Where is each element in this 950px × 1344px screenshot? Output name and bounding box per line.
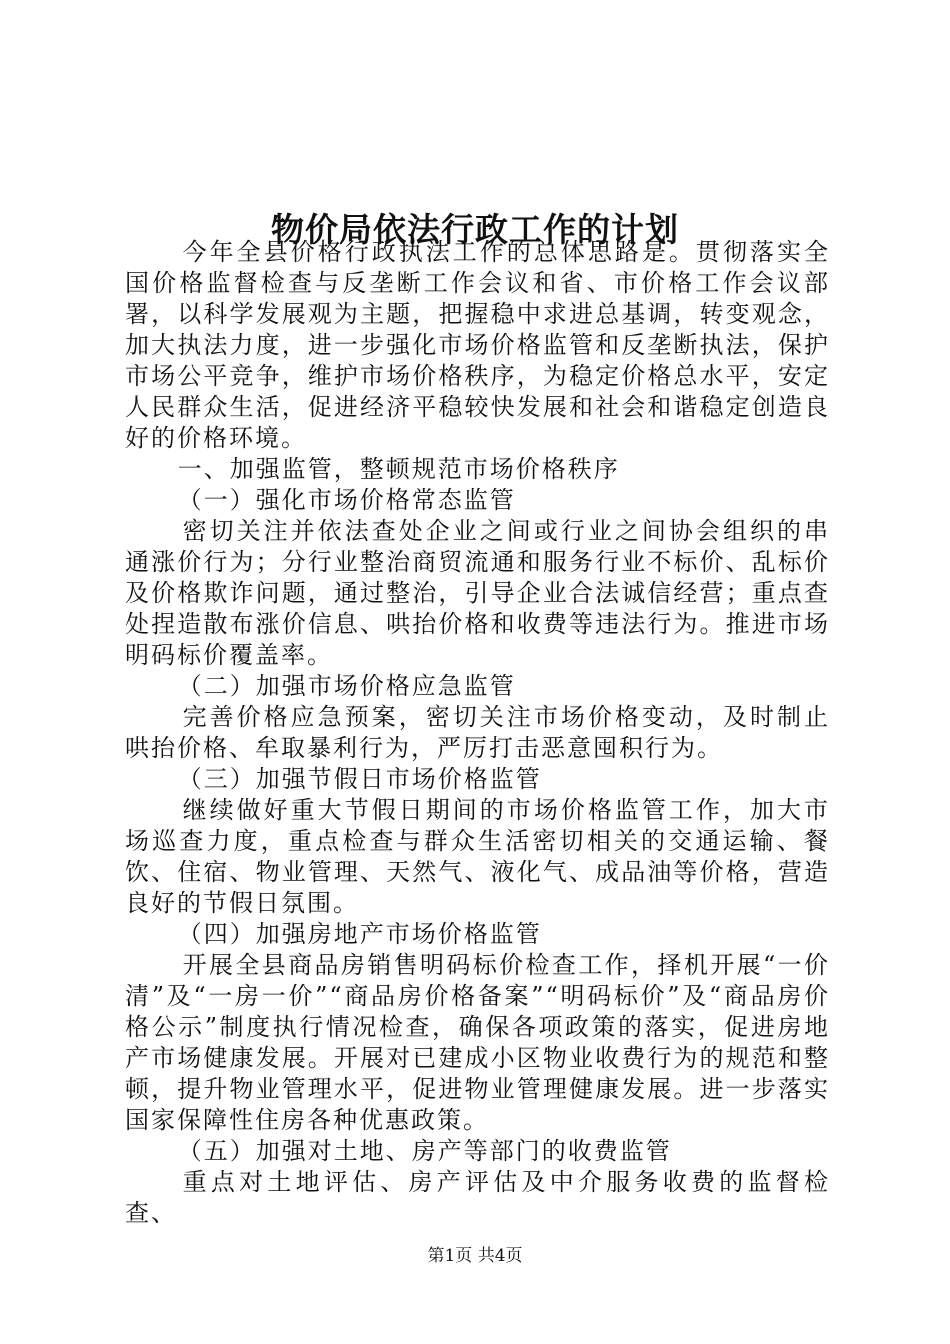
subsection-heading-1: （一）强化市场价格常态监管 xyxy=(177,486,516,514)
subsection-heading-3: （三）加强节假日市场价格监管 xyxy=(177,765,542,793)
subsection-heading-2: （二）加强市场价格应急监管 xyxy=(177,672,516,700)
page-footer: 第1页 共4页 xyxy=(427,1246,523,1266)
document-body xyxy=(125,237,830,1229)
body-paragraph-2: 完善价格应急预案，密切关注市场价格变动，及时制止哄抬价格、牟取暴利行为，严厉打击恶意囤积行为。 xyxy=(125,703,830,762)
intro-paragraph: 今年全县价格行政执法工作的总体思路是。贯彻落实全国价格监督检查与反垄断工作会议和省、市价格工作会议部署，以科学发展观为主题，把握稳中求进总基调，转变观念，加大执法力度，进一步强化市场价格监管和反垄断执法，保护市场公平竞争，维护市场价格秩序，为稳定价格总水平，安定人民群众生活，促进经济平稳较快发展和社会和谐稳定创造良好的价格环境。 xyxy=(125,238,830,452)
section-heading-1: 一、加强监管，整顿规范市场价格秩序 xyxy=(177,455,620,483)
body-paragraph-3: 继续做好重大节假日期间的市场价格监管工作，加大市场巡查力度，重点检查与群众生活密切相关的交通运输、餐饮、住宿、物业管理、天然气、液化气、成品油等价格，营造良好的节假日氛围。 xyxy=(125,796,830,917)
body-paragraph-4: 开展全县商品房销售明码标价检查工作，择机开展“一价清”及“一房一价”“商品房价格备案”“明码标价”及“商品房价格公示”制度执行情况检查，确保各项政策的落实，促进房地产市场健康发展。开展对已建成小区物业收费行为的规范和整顿，提升物业管理水平，促进物业管理健康发展。进一步落实国家保障性住房各种优惠政策。 xyxy=(125,951,830,1134)
page-title: 物价局依法行政工作的计划 xyxy=(271,210,679,250)
body-paragraph-5: 重点对土地评估、房产评估及中介服务收费的监督检查、 xyxy=(125,1168,830,1227)
subsection-heading-5: （五）加强对土地、房产等部门的收费监管 xyxy=(177,1137,672,1165)
subsection-heading-4: （四）加强房地产市场价格监管 xyxy=(177,920,542,948)
body-paragraph-1: 密切关注并依法查处企业之间或行业之间协会组织的串通涨价行为；分行业整治商贸流通和服务行业不标价、乱标价及价格欺诈问题，通过整治，引导企业合法诚信经营；重点查处捏造散布涨价信息、哄抬价格和收费等违法行为。推进市场明码标价覆盖率。 xyxy=(125,517,830,669)
